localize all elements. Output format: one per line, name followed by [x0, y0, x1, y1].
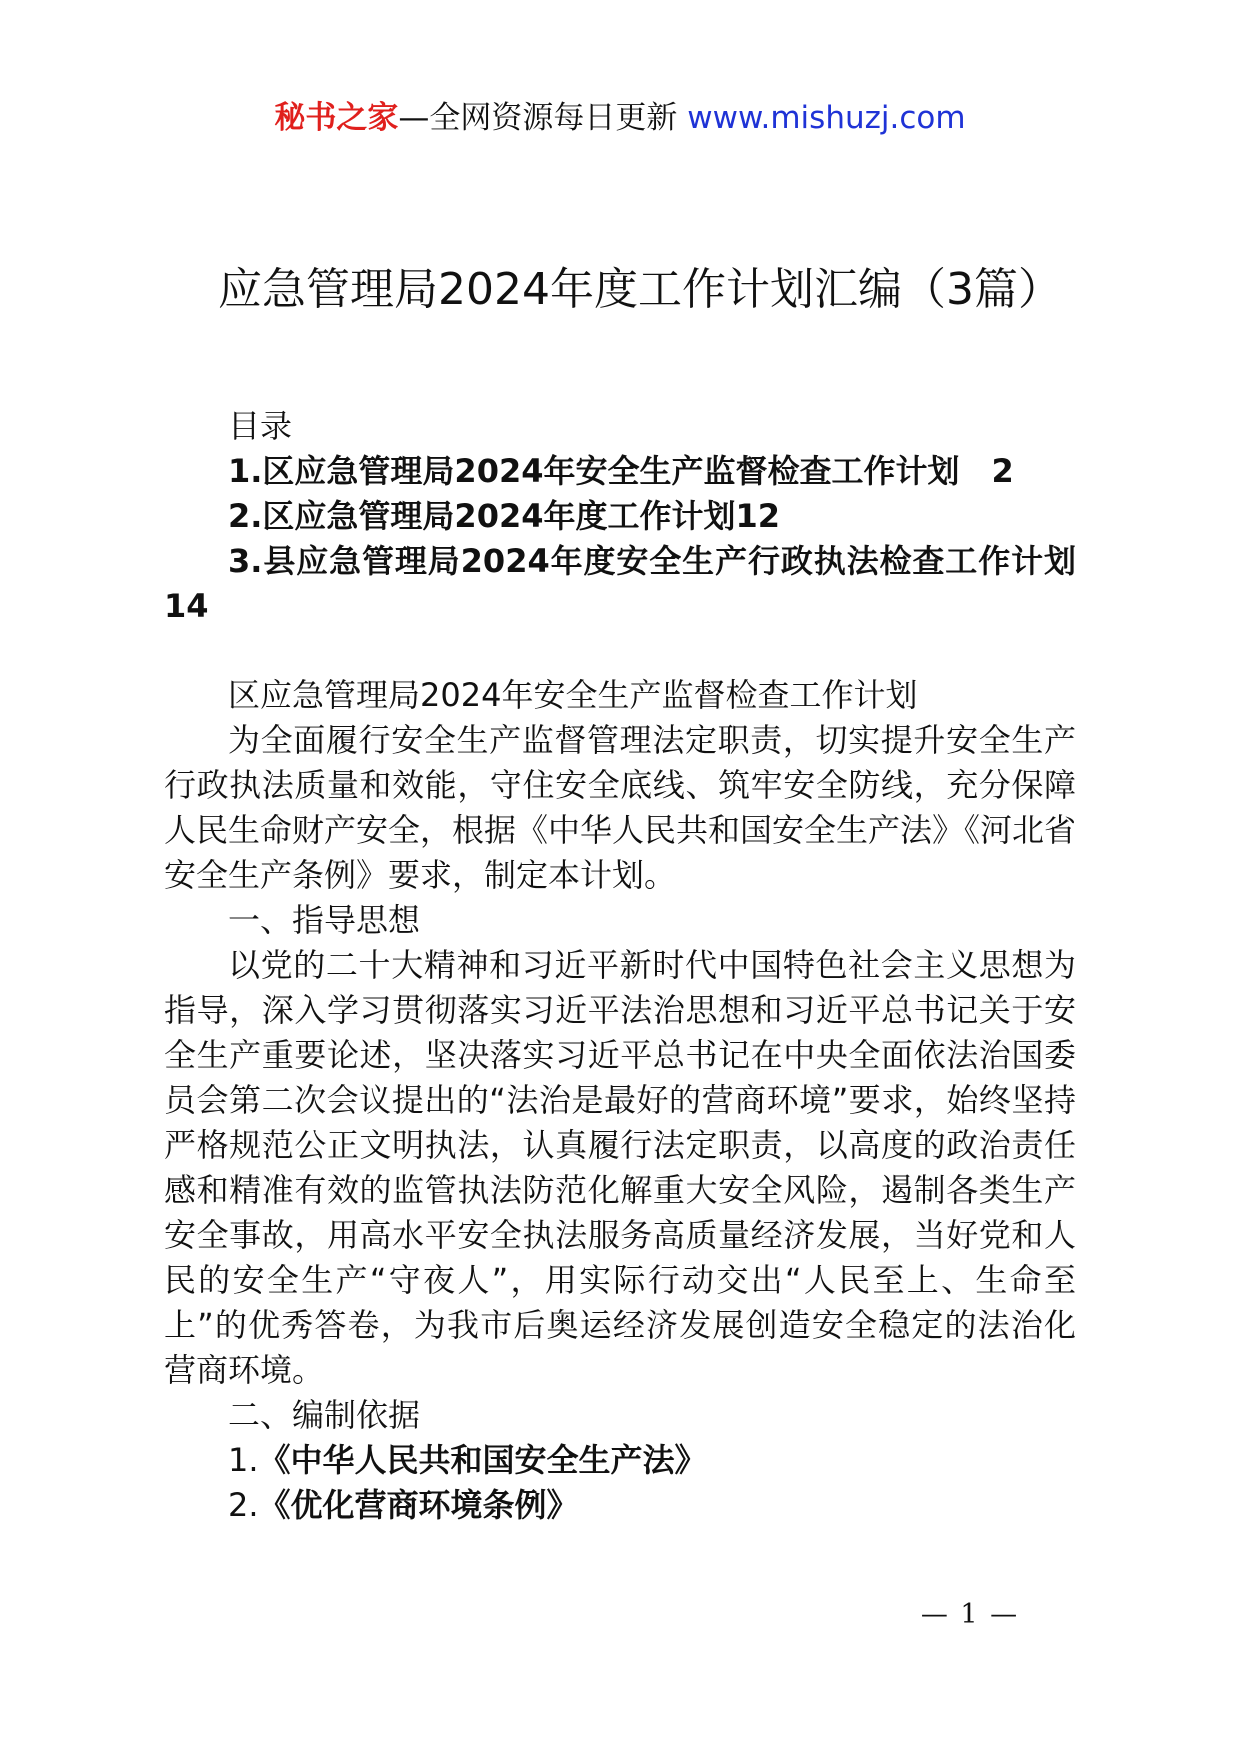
toc-item-1[interactable]: 1.区应急管理局2024年安全生产监督检查工作计划 2: [228, 452, 1014, 490]
site-header: [0, 98, 1240, 138]
basis-item-1: [164, 1438, 1076, 1483]
section-title: 区应急管理局2024年安全生产监督检查工作计划: [228, 676, 918, 714]
heading-guiding-ideology: 一、指导思想: [228, 901, 421, 939]
intro-paragraph: 为全面履行安全生产监督管理法定职责，切实提升安全生产行政执法质量和效能，守住安全底线、筑牢安全防线，充分保障人民生命财产安全，根据《中华人民共和国安全生产法》《河北省安全生产条例》要求，制定本计划。: [164, 721, 1077, 894]
page-number: — 1 —: [920, 1599, 1020, 1630]
basis-item-2: [164, 1483, 1076, 1528]
basis-item-text: 《中华人民共和国安全生产法》: [258, 1441, 707, 1479]
basis-item-number: 2.: [228, 1486, 259, 1524]
document-body: [164, 404, 1076, 1528]
spacer: [164, 629, 1076, 673]
toc-heading: 目录: [228, 407, 293, 445]
guiding-ideology-paragraph: 以党的二十大精神和习近平新时代中国特色社会主义思想为指导，深入学习贯彻落实习近平法治思想和习近平总书记关于安全生产重要论述，坚决落实习近平总书记在中央全面依法治国委员会第二次会议提出的“法治是最好的营商环境”要求，始终坚持严格规范公正文明执法，认真履行法定职责，以高度的政治责任感和精准有效的监管执法防范化解重大安全风险，遏制各类生产安全事故，用高水平安全执法服务高质量经济发展，当好党和人民的安全生产“守夜人”，用实际行动交出“人民至上、生命至上”的优秀答卷，为我市后奥运经济发展创造安全稳定的法治化营商环境。: [164, 946, 1076, 1389]
site-url-link[interactable]: www.mishuzj.com: [687, 100, 966, 136]
brand-name: 秘书之家: [274, 100, 399, 136]
document-title: 应急管理局2024年度工作计划汇编（3篇）: [218, 264, 1062, 315]
toc-item-3[interactable]: 3.县应急管理局2024年度安全生产行政执法检查工作计划14: [164, 542, 1076, 625]
basis-item-number: 1.: [228, 1441, 259, 1479]
header-slogan: —全网资源每日更新: [398, 100, 688, 136]
basis-item-text: 《优化营商环境条例》: [258, 1486, 579, 1524]
heading-compilation-basis: 二、编制依据: [228, 1396, 421, 1434]
toc-item-2[interactable]: 2.区应急管理局2024年度工作计划12: [228, 497, 781, 535]
